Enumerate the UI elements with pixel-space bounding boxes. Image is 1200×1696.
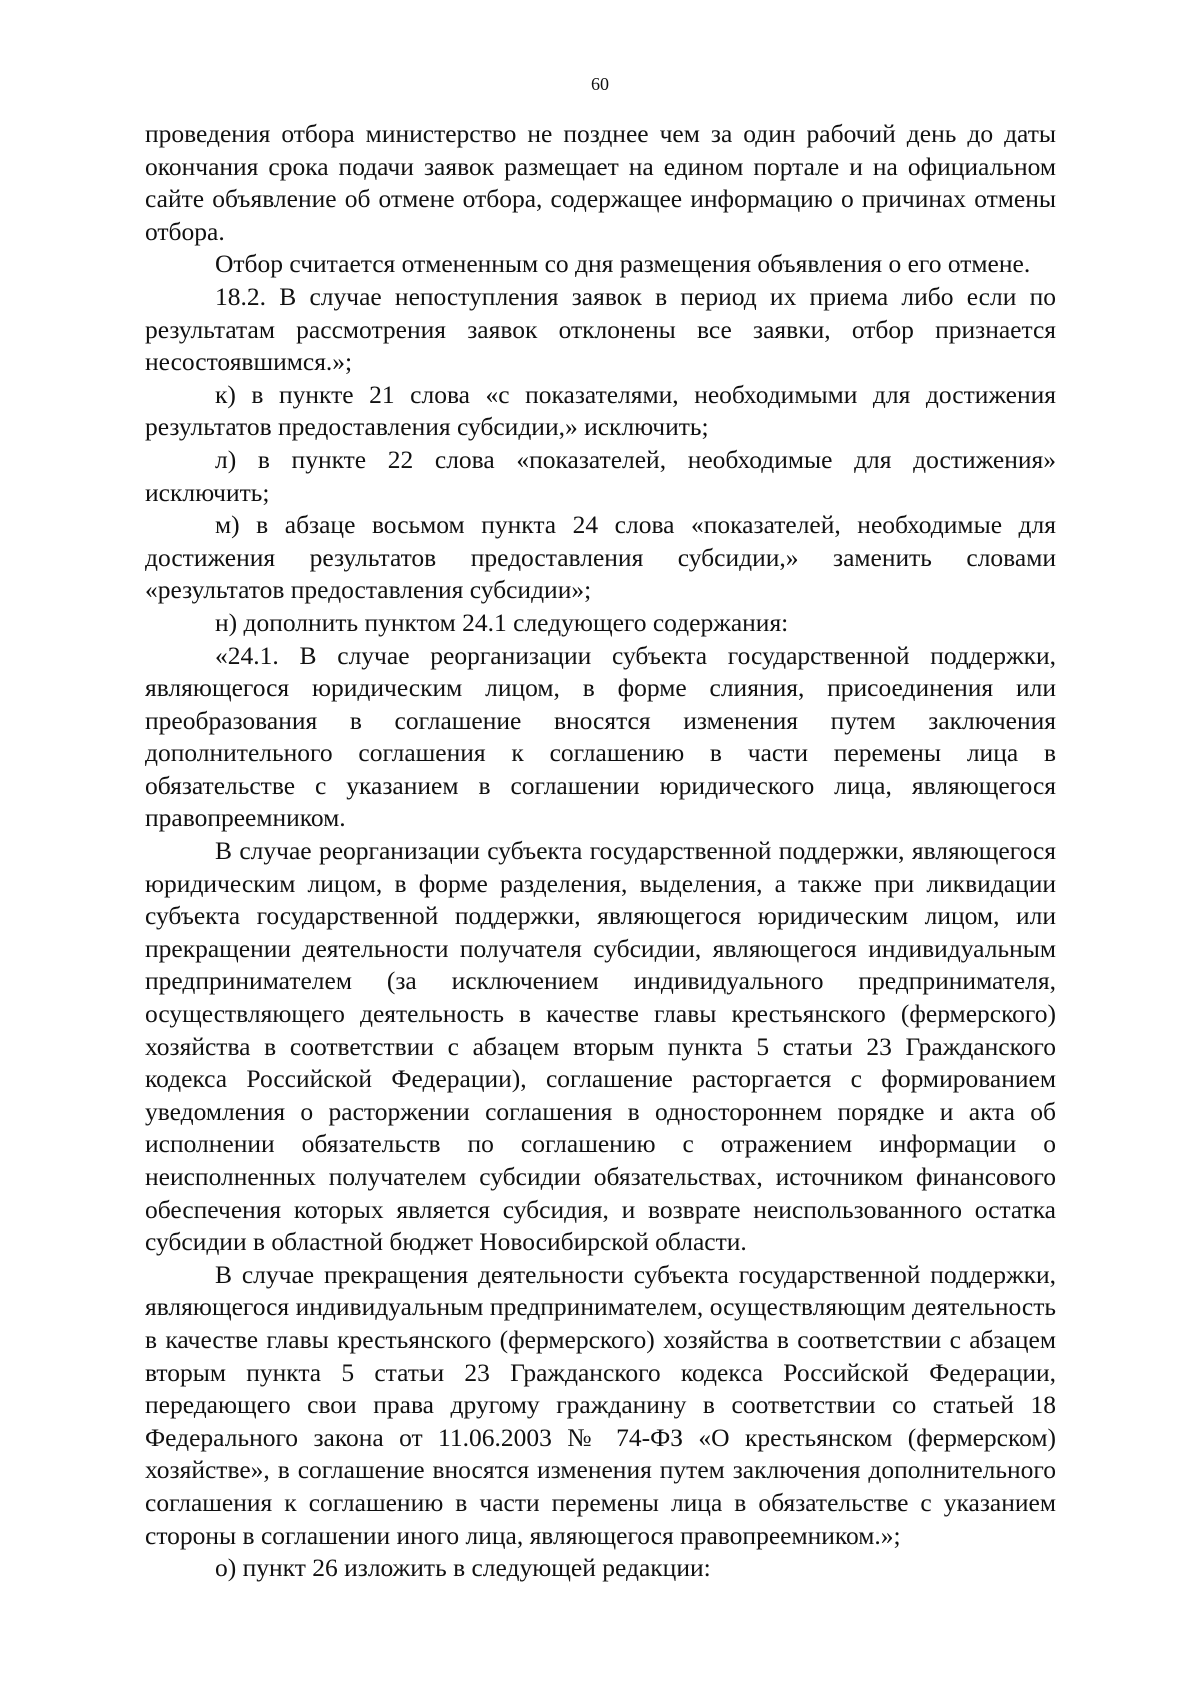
paragraph: н) дополнить пунктом 24.1 следующего содержания: [215,607,789,637]
paragraph: о) пункт 26 изложить в следующей редакции: [215,1553,711,1583]
paragraph: к) в пункте 21 слова «с показателями, необходимыми для достижения результатов предоставления субсидии,» исключить; [145,379,1056,442]
paragraph: проведения отбора министерство не позднее чем за один рабочий день до даты окончания срока подачи заявок размещает на едином портале и на официальном сайте объявление об отмене отбора, содержащее информацию о причинах отмены отбора. [145,119,1056,246]
paragraph: м) в абзаце восьмом пункта 24 слова «показателей, необходимые для достижения результатов предоставления субсидии,» заменить словами «результатов предоставления субсидии»; [145,510,1056,605]
paragraph: В случае реорганизации субъекта государственной поддержки, являющегося юридическим лицом, в форме разделения, выделения, а также при ликвидации субъекта государственной поддержки, являющегося юридическим лицом, или прекращении деятельности получателя субсидии, являющегося индивидуальным предпринимателем (за исключением индивидуального предпринимателя, осуществляющего деятельность в качестве главы крестьянского (фермерского) хозяйства в соответствии с абзацем вторым пункта 5 статьи 23 Гражданского кодекса Российской Федерации), соглашение расторгается с формированием уведомления о расторжении соглашения в одностороннем порядке и акта об исполнении обязательств по соглашению с отражением информации о неисполненных получателем субсидии обязательствах, источником финансового обеспечения которых является субсидия, и возврате неиспользованного остатка субсидии в областной бюджет Новосибирской области. [145,836,1056,1257]
paragraph: л) в пункте 22 слова «показателей, необходимые для достижения» исключить; [145,444,1056,507]
document-body [145,118,1056,1585]
paragraph: В случае прекращения деятельности субъекта государственной поддержки, являющегося индивидуальным предпринимателем, осуществляющим деятельность в качестве главы крестьянского (фермерского) хозяйства в соответствии с абзацем вторым пункта 5 статьи 23 Гражданского кодекса Российской Федерации, передающего свои права другому гражданину в соответствии со статьей 18 Федерального закона от 11.06.2003 № 74-ФЗ «О крестьянском (фермерском) хозяйстве», в соглашение вносятся изменения путем заключения дополнительного соглашения к соглашению в части перемены лица в обязательстве с указанием стороны в соглашении иного лица, являющегося правопреемником.»; [145,1259,1056,1550]
page-number: 60 [591,74,609,94]
paragraph: 18.2. В случае непоступления заявок в период их приема либо если по результатам рассмотрения заявок отклонены все заявки, отбор признается несостоявшимся.»; [145,281,1056,377]
paragraph: Отбор считается отмененным со дня размещения объявления о его отмене. [215,249,1031,279]
paragraph: «24.1. В случае реорганизации субъекта государственной поддержки, являющегося юридическим лицом, в форме слияния, присоединения или преобразования в соглашение вносятся изменения путем заключения дополнительного соглашения к соглашению в части перемены лица в обязательстве с указанием в соглашении юридического лица, являющегося правопреемником. [145,640,1056,833]
